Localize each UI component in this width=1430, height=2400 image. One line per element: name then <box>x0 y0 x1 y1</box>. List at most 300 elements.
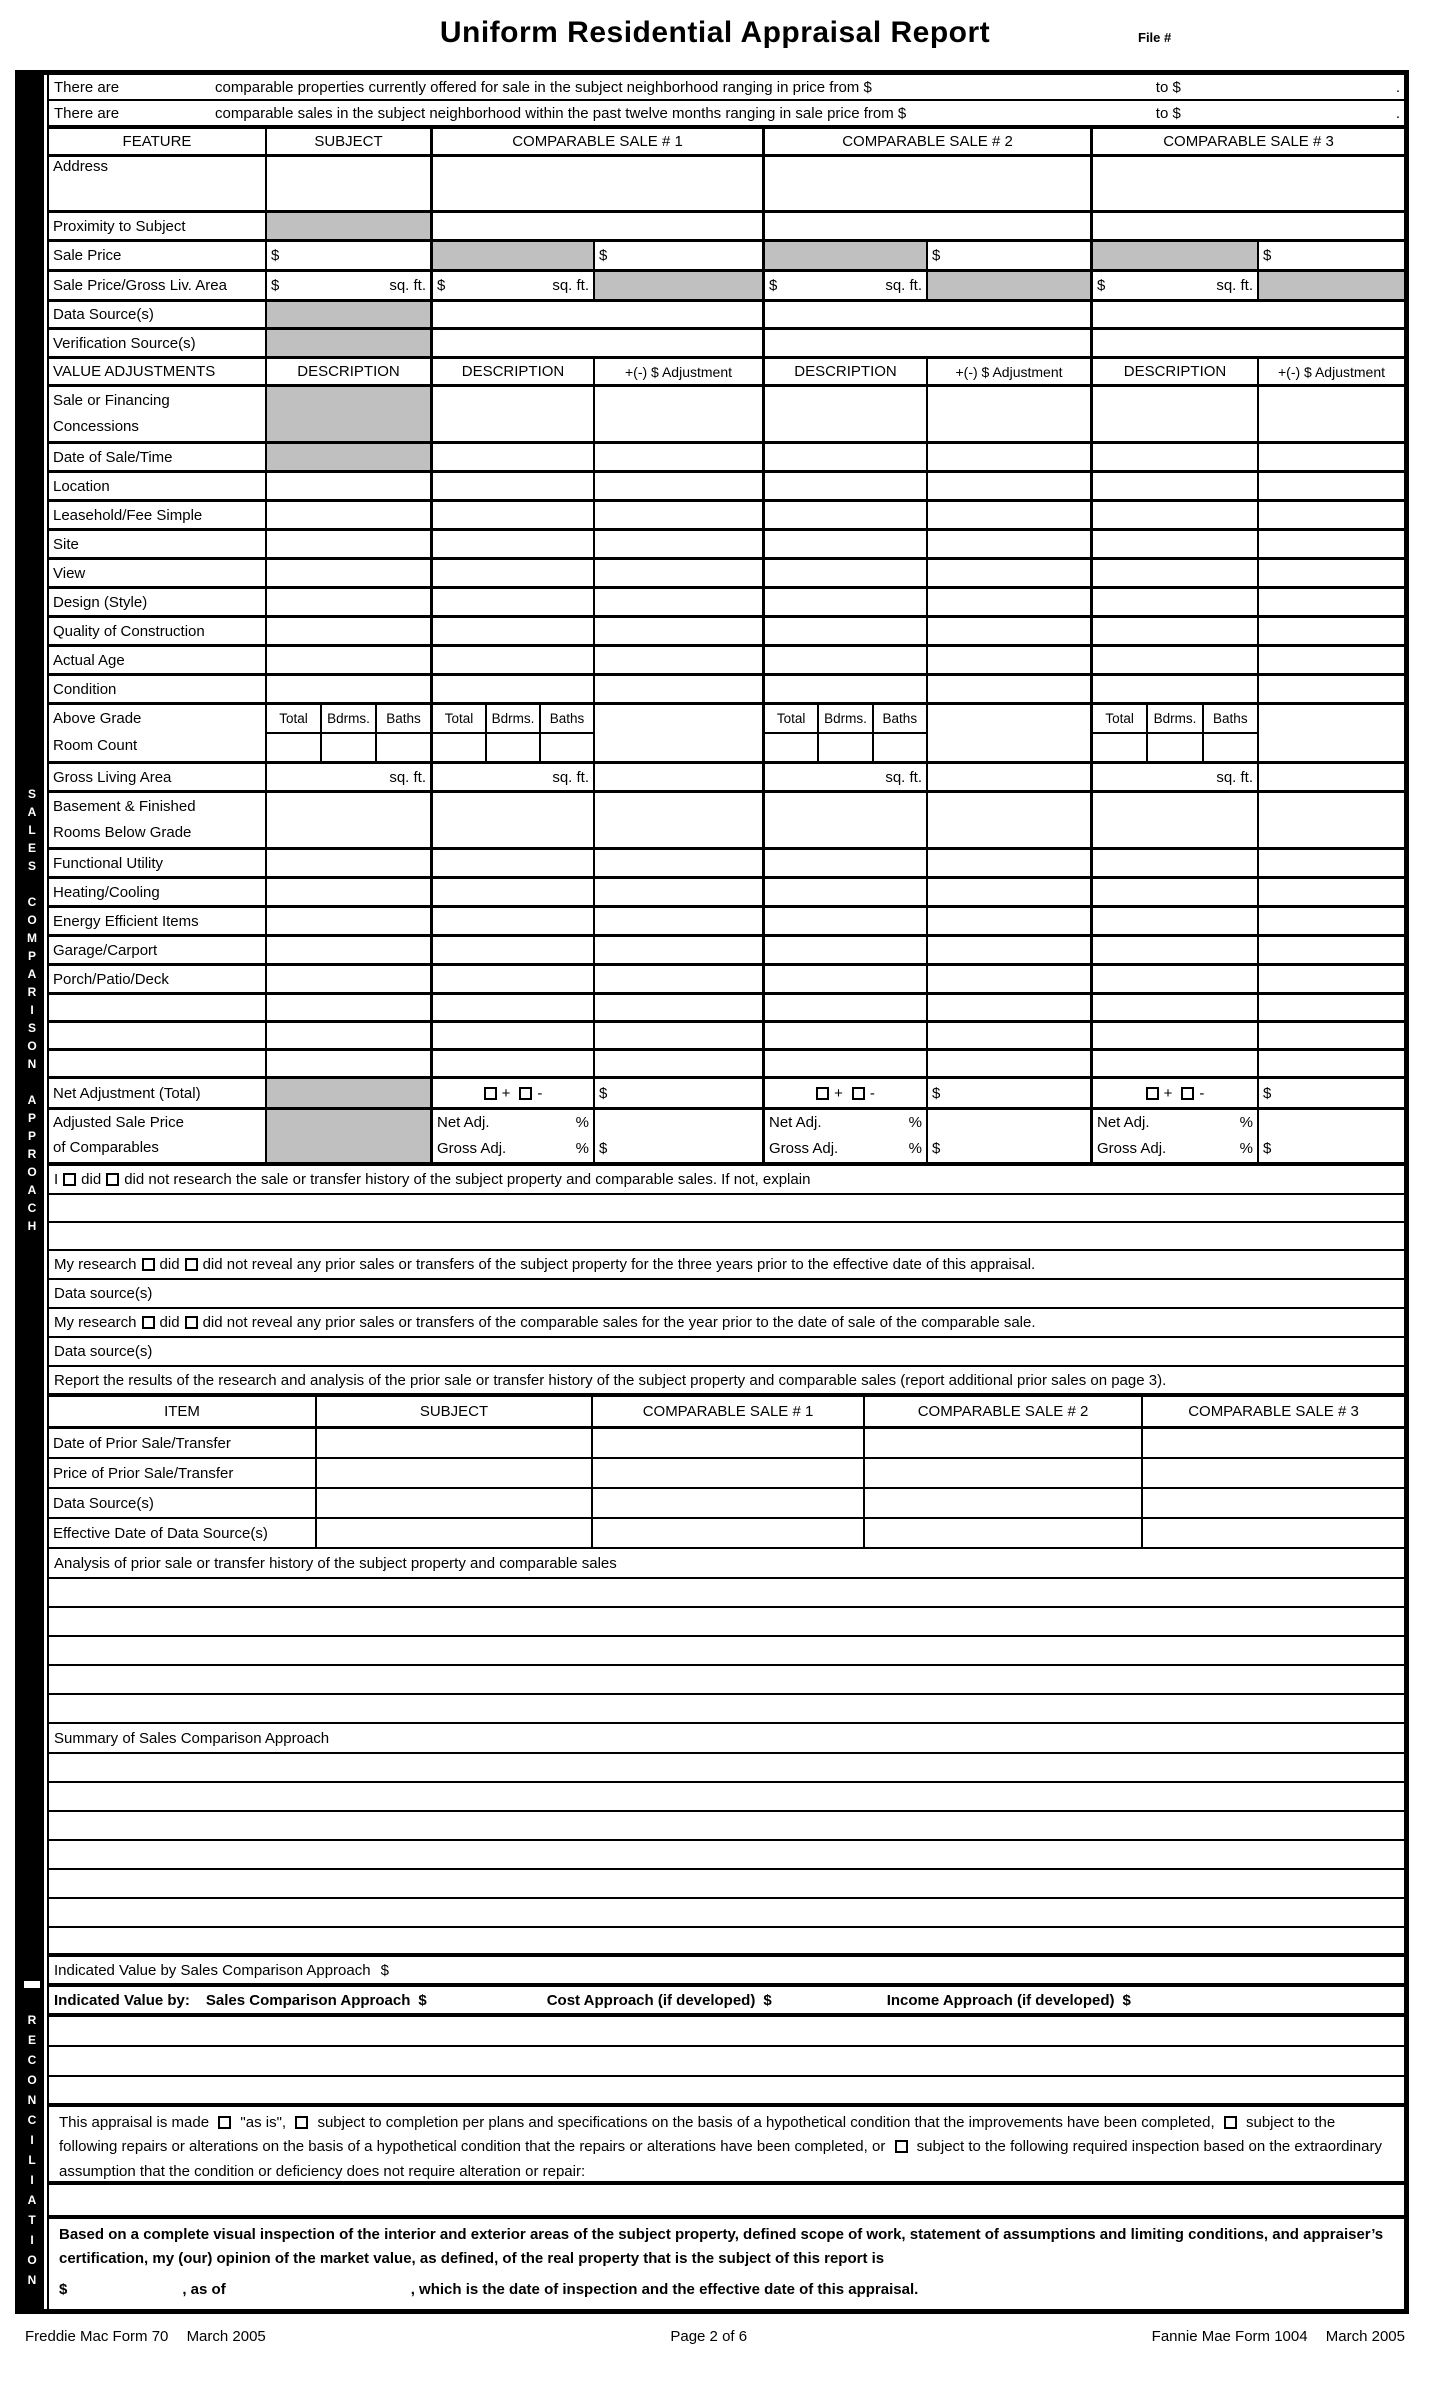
subject-to-completion-checkbox[interactable] <box>295 2116 308 2129</box>
file-number-label: File # <box>1138 30 1172 45</box>
comp1-room-count-adj-cell[interactable] <box>593 705 762 761</box>
subject-to-repairs-checkbox[interactable] <box>1224 2116 1237 2129</box>
summary-input-line[interactable] <box>49 1928 1404 1953</box>
comp3-extra-adj-cell[interactable] <box>1257 1023 1404 1048</box>
comp1-basement-desc-cell[interactable] <box>430 793 593 847</box>
comp3-design-desc-cell[interactable] <box>1090 589 1257 615</box>
appraisal-made-text: This appraisal is made <box>59 2114 210 2131</box>
comp2-prior-price-cell[interactable] <box>863 1459 1141 1487</box>
data-sources-label: Data Source(s) <box>53 306 154 323</box>
comp3-actual-age-adj-cell[interactable] <box>1257 647 1404 673</box>
comp1-extra-desc-cell[interactable] <box>430 1051 593 1076</box>
comp2-date-of-sale-adj-cell[interactable] <box>926 444 1090 470</box>
comp1-sale-price-cell[interactable] <box>593 242 762 269</box>
dollar-sign: $ <box>271 247 280 264</box>
explain-input-line[interactable] <box>49 1195 1404 1221</box>
plus-label: + <box>1163 1084 1173 1102</box>
comp2-extra-adj-cell[interactable] <box>926 995 1090 1020</box>
bdrms-header: Bdrms. <box>320 705 375 732</box>
comp2-leasehold-desc-cell[interactable] <box>762 502 926 528</box>
summary-input-line[interactable] <box>49 1899 1404 1926</box>
comp3-porch-adj-cell[interactable] <box>1257 966 1404 992</box>
comp2-extra-desc-cell[interactable] <box>762 1023 926 1048</box>
subject-extra-cell[interactable] <box>265 1023 430 1048</box>
comp3-site-adj-cell[interactable] <box>1257 531 1404 557</box>
comp3-net-adjustment-amount-cell[interactable] <box>1257 1079 1404 1107</box>
comp2-location-desc-cell[interactable] <box>762 473 926 499</box>
comp2-leasehold-adj-cell[interactable] <box>926 502 1090 528</box>
reconciliation-input-line[interactable] <box>49 2047 1404 2075</box>
energy-efficient-row <box>49 908 1404 937</box>
summary-input-line[interactable] <box>49 1841 1404 1868</box>
comp3-functional-desc-cell[interactable] <box>1090 850 1257 876</box>
comparable-sale-1-header: COMPARABLE SALE # 1 <box>430 129 762 154</box>
comp2-room-count-adj-cell[interactable] <box>926 705 1090 761</box>
comp2-energy-adj-cell[interactable] <box>926 908 1090 934</box>
comp1-data-sources-cell[interactable] <box>430 302 762 327</box>
comp2-heating-adj-cell[interactable] <box>926 879 1090 905</box>
subject-view-cell[interactable] <box>265 560 430 586</box>
extra-feature-row <box>49 995 1404 1023</box>
comp1-quality-desc-cell[interactable] <box>430 618 593 644</box>
data-sources-label: Data source(s) <box>54 1285 153 1302</box>
comp2-garage-desc-cell[interactable] <box>762 937 926 963</box>
comp2-gla-adj-cell[interactable] <box>926 764 1090 790</box>
comp3-design-adj-cell[interactable] <box>1257 589 1404 615</box>
comp2-actual-age-desc-cell[interactable] <box>762 647 926 673</box>
comp2-actual-age-adj-cell[interactable] <box>926 647 1090 673</box>
extra-feature-label-cell[interactable] <box>49 1023 265 1048</box>
comp3-energy-desc-cell[interactable] <box>1090 908 1257 934</box>
did-not-checkbox[interactable] <box>185 1258 198 1271</box>
report-results-text: Report the results of the research and analysis of the prior sale or transfer history of the subject property and comparable sales (report additional prior sales on page 3). <box>54 1371 1167 1389</box>
certification-paragraph <box>49 2219 1404 2309</box>
subject-prior-price-cell[interactable] <box>315 1459 591 1487</box>
comp3-baths-input[interactable] <box>1202 734 1257 761</box>
comp1-address-cell[interactable] <box>430 157 762 210</box>
comp3-sp-gla-cell[interactable] <box>1090 272 1257 299</box>
comp2-sale-price-cell[interactable] <box>926 242 1090 269</box>
comp2-condition-desc-cell[interactable] <box>762 676 926 702</box>
functional-utility-label: Functional Utility <box>53 854 164 872</box>
comp2-quality-adj-cell[interactable] <box>926 618 1090 644</box>
comp2-extra-adj-cell[interactable] <box>926 1023 1090 1048</box>
comp1-extra-desc-cell[interactable] <box>430 1023 593 1048</box>
comp1-leasehold-desc-cell[interactable] <box>430 502 593 528</box>
comp1-garage-desc-cell[interactable] <box>430 937 593 963</box>
comp3-heating-adj-cell[interactable] <box>1257 879 1404 905</box>
comp2-extra-desc-cell[interactable] <box>762 995 926 1020</box>
subject-prior-sales-text: did not reveal any prior sales or transfers of the subject property for the three years prior to the effective date of this appraisal. <box>202 1256 1036 1273</box>
comp3-location-desc-cell[interactable] <box>1090 473 1257 499</box>
item-comp1-header: COMPARABLE SALE # 1 <box>591 1397 863 1426</box>
subject-location-cell[interactable] <box>265 473 430 499</box>
comp2-porch-desc-cell[interactable] <box>762 966 926 992</box>
appraisal-condition-paragraph <box>49 2107 1404 2181</box>
comp1-concessions-desc-cell[interactable] <box>430 387 593 441</box>
extra-feature-label-cell[interactable] <box>49 995 265 1020</box>
comp1-location-desc-cell[interactable] <box>430 473 593 499</box>
subject-heating-cell[interactable] <box>265 879 430 905</box>
comp3-basement-desc-cell[interactable] <box>1090 793 1257 847</box>
subject-extra-cell[interactable] <box>265 1051 430 1076</box>
comp1-extra-adj-cell[interactable] <box>593 1051 762 1076</box>
concessions-label-line2: Concessions <box>53 417 139 435</box>
item-table-header-row <box>49 1397 1404 1429</box>
comp2-sp-gla-cell[interactable] <box>762 272 926 299</box>
comp1-gla-cell[interactable] <box>430 764 593 790</box>
minus-label: - <box>537 1084 543 1102</box>
urar-form <box>15 70 1409 2314</box>
subject-garage-cell[interactable] <box>265 937 430 963</box>
comp1-bdrms-input[interactable] <box>485 734 539 761</box>
comp2-condition-adj-cell[interactable] <box>926 676 1090 702</box>
did-checkbox[interactable] <box>142 1258 155 1271</box>
comp3-concessions-desc-cell[interactable] <box>1090 387 1257 441</box>
did-checkbox[interactable] <box>63 1173 76 1186</box>
as-is-checkbox[interactable] <box>218 2116 231 2129</box>
comp3-extra-adj-cell[interactable] <box>1257 995 1404 1020</box>
comp2-view-adj-cell[interactable] <box>926 560 1090 586</box>
subject-design-cell[interactable] <box>265 589 430 615</box>
comp3-functional-adj-cell[interactable] <box>1257 850 1404 876</box>
comp3-gla-adj-cell[interactable] <box>1257 764 1404 790</box>
summary-input-line[interactable] <box>49 1812 1404 1839</box>
comp1-total-input[interactable] <box>433 734 485 761</box>
effective-date-input[interactable] <box>226 2278 411 2302</box>
comp2-garage-adj-cell[interactable] <box>926 937 1090 963</box>
explain-input-line[interactable] <box>49 1223 1404 1249</box>
quality-row <box>49 618 1404 647</box>
comp1-design-desc-cell[interactable] <box>430 589 593 615</box>
comp3-bdrms-input[interactable] <box>1146 734 1201 761</box>
analysis-input-line[interactable] <box>49 1637 1404 1664</box>
analysis-line <box>49 1549 1404 1577</box>
subject-porch-cell[interactable] <box>265 966 430 992</box>
subject-effective-date-cell[interactable] <box>315 1519 591 1547</box>
adjusted-sale-price-row <box>49 1110 1404 1166</box>
comp1-extra-adj-cell[interactable] <box>593 1023 762 1048</box>
comp2-site-adj-cell[interactable] <box>926 531 1090 557</box>
report-results-line <box>49 1367 1404 1393</box>
did-not-checkbox[interactable] <box>185 1316 198 1329</box>
minus-checkbox[interactable] <box>852 1087 865 1100</box>
subject-sp-gla-cell[interactable] <box>265 272 430 299</box>
subject-energy-cell[interactable] <box>265 908 430 934</box>
subject-prior-sales-row <box>49 1251 1404 1280</box>
extra-feature-label-cell[interactable] <box>49 1051 265 1076</box>
comp1-site-adj-cell[interactable] <box>593 531 762 557</box>
comp2-basement-adj-cell[interactable] <box>926 793 1090 847</box>
comp2-extra-adj-cell[interactable] <box>926 1051 1090 1076</box>
comp2-porch-adj-cell[interactable] <box>926 966 1090 992</box>
concessions-label-line1: Sale or Financing <box>53 391 170 409</box>
comp1-adjusted-amount-cell[interactable] <box>593 1110 762 1162</box>
indicated-value-by-label: Indicated Value by: <box>54 1991 190 2009</box>
summary-blank-row <box>49 1783 1404 1812</box>
subject-condition-cell[interactable] <box>265 676 430 702</box>
comp2-functional-desc-cell[interactable] <box>762 850 926 876</box>
plus-checkbox[interactable] <box>816 1087 829 1100</box>
item-subject-header: SUBJECT <box>315 1397 591 1426</box>
comp2-verification-cell[interactable] <box>762 330 1090 356</box>
summary-blank-row <box>49 1870 1404 1899</box>
comp1-actual-age-desc-cell[interactable] <box>430 647 593 673</box>
comp2-address-cell[interactable] <box>762 157 1090 210</box>
comp3-room-count-adj-cell[interactable] <box>1257 705 1404 761</box>
comp1-energy-adj-cell[interactable] <box>593 908 762 934</box>
summary-input-line[interactable] <box>49 1870 1404 1897</box>
comp1-effective-date-cell[interactable] <box>591 1519 863 1547</box>
plus-checkbox[interactable] <box>1146 1087 1159 1100</box>
research-history-line <box>49 1166 1404 1193</box>
comp2-description-header: DESCRIPTION <box>762 359 926 384</box>
comp3-extra-desc-cell[interactable] <box>1090 1023 1257 1048</box>
comp3-extra-desc-cell[interactable] <box>1090 995 1257 1020</box>
comp2-proximity-cell[interactable] <box>762 213 1090 239</box>
comp2-location-adj-cell[interactable] <box>926 473 1090 499</box>
dollar-sign: $ <box>1263 1084 1272 1102</box>
comp2-quality-desc-cell[interactable] <box>762 618 926 644</box>
subject-concessions-cell <box>265 387 430 441</box>
comp2-basement-desc-cell[interactable] <box>762 793 926 847</box>
comp1-design-adj-cell[interactable] <box>593 589 762 615</box>
sqft-label: sq. ft. <box>1216 768 1253 786</box>
comp2-concessions-adj-cell[interactable] <box>926 387 1090 441</box>
comp3-prior-date-cell[interactable] <box>1141 1429 1404 1457</box>
comp1-location-adj-cell[interactable] <box>593 473 762 499</box>
comp1-prior-source-cell[interactable] <box>591 1489 863 1517</box>
percent-label: % <box>575 1114 589 1131</box>
comp3-gla-cell[interactable] <box>1090 764 1257 790</box>
minus-checkbox[interactable] <box>1181 1087 1194 1100</box>
summary-input-line[interactable] <box>49 1783 1404 1810</box>
analysis-input-line[interactable] <box>49 1608 1404 1635</box>
summary-label-row <box>49 1724 1404 1754</box>
comp3-location-adj-cell[interactable] <box>1257 473 1404 499</box>
comp1-prior-price-cell[interactable] <box>591 1459 863 1487</box>
subject-actual-age-cell[interactable] <box>265 647 430 673</box>
comp1-functional-desc-cell[interactable] <box>430 850 593 876</box>
comp2-energy-desc-cell[interactable] <box>762 908 926 934</box>
comp1-extra-adj-cell[interactable] <box>593 995 762 1020</box>
comp2-total-input[interactable] <box>765 734 817 761</box>
reconciliation-blank-row <box>49 2077 1404 2107</box>
summary-blank-row <box>49 1899 1404 1928</box>
comp1-prior-date-cell[interactable] <box>591 1429 863 1457</box>
comp2-adjusted-amount-cell[interactable] <box>926 1110 1090 1162</box>
reconciliation-input-line[interactable] <box>49 2077 1404 2103</box>
comp2-effective-date-cell[interactable] <box>863 1519 1141 1547</box>
comp3-leasehold-adj-cell[interactable] <box>1257 502 1404 528</box>
comp2-prior-date-cell[interactable] <box>863 1429 1141 1457</box>
comp3-prior-price-cell[interactable] <box>1141 1459 1404 1487</box>
subject-quality-cell[interactable] <box>265 618 430 644</box>
value-adjustments-header-row <box>49 359 1404 387</box>
subject-functional-cell[interactable] <box>265 850 430 876</box>
item-comp3-header: COMPARABLE SALE # 3 <box>1141 1397 1404 1426</box>
comp3-heating-desc-cell[interactable] <box>1090 879 1257 905</box>
data-sources-line-row <box>49 1338 1404 1367</box>
comp3-data-sources-cell[interactable] <box>1090 302 1404 327</box>
comp3-condition-desc-cell[interactable] <box>1090 676 1257 702</box>
condition-detail-input[interactable] <box>49 2185 1404 2215</box>
comp2-baths-input[interactable] <box>872 734 926 761</box>
comp3-address-cell[interactable] <box>1090 157 1404 210</box>
subject-total-input[interactable] <box>267 734 320 761</box>
subject-baths-input[interactable] <box>375 734 430 761</box>
reconciliation-input-line[interactable] <box>49 2017 1404 2045</box>
did-label: did <box>159 1256 180 1273</box>
comp3-quality-adj-cell[interactable] <box>1257 618 1404 644</box>
subject-prior-source-cell[interactable] <box>315 1489 591 1517</box>
comp1-net-adjustment-amount-cell[interactable] <box>593 1079 762 1107</box>
subject-extra-cell[interactable] <box>265 995 430 1020</box>
comp2-heating-desc-cell[interactable] <box>762 879 926 905</box>
comp1-quality-adj-cell[interactable] <box>593 618 762 644</box>
comp2-net-adjustment-amount-cell[interactable] <box>926 1079 1090 1107</box>
comp3-porch-desc-cell[interactable] <box>1090 966 1257 992</box>
comp3-leasehold-desc-cell[interactable] <box>1090 502 1257 528</box>
plus-checkbox[interactable] <box>484 1087 497 1100</box>
comp1-heating-desc-cell[interactable] <box>430 879 593 905</box>
form-content <box>47 75 1404 2309</box>
comp1-verification-cell[interactable] <box>430 330 762 356</box>
data-sources-line-row <box>49 1280 1404 1309</box>
comp3-verification-cell[interactable] <box>1090 330 1404 356</box>
subject-leasehold-cell[interactable] <box>265 502 430 528</box>
comp1-condition-desc-cell[interactable] <box>430 676 593 702</box>
comp2-bdrms-input[interactable] <box>817 734 871 761</box>
comp1-date-of-sale-adj-cell[interactable] <box>593 444 762 470</box>
comp3-site-desc-cell[interactable] <box>1090 531 1257 557</box>
minus-checkbox[interactable] <box>519 1087 532 1100</box>
subject-prior-date-cell[interactable] <box>315 1429 591 1457</box>
summary-input-line[interactable] <box>49 1754 1404 1781</box>
comp3-prior-source-cell[interactable] <box>1141 1489 1404 1517</box>
dollar-sign: $ <box>932 1140 941 1158</box>
comp1-garage-adj-cell[interactable] <box>593 937 762 963</box>
offered-for-sale-line <box>49 75 1404 99</box>
comp3-sale-price-cell[interactable] <box>1257 242 1404 269</box>
comp3-proximity-cell[interactable] <box>1090 213 1404 239</box>
dollar-sign: $ <box>932 247 941 264</box>
prior-data-source-row <box>49 1489 1404 1519</box>
dollar-sign: $ <box>1263 247 1272 264</box>
comp1-actual-age-adj-cell[interactable] <box>593 647 762 673</box>
comp1-date-of-sale-desc-cell[interactable] <box>430 444 593 470</box>
comp2-date-of-sale-desc-cell[interactable] <box>762 444 926 470</box>
subject-bdrms-input[interactable] <box>320 734 375 761</box>
comp1-baths-input[interactable] <box>539 734 593 761</box>
comp1-concessions-adj-cell[interactable] <box>593 387 762 441</box>
comp3-extra-desc-cell[interactable] <box>1090 1051 1257 1076</box>
comp1-porch-adj-cell[interactable] <box>593 966 762 992</box>
comp2-gla-cell[interactable] <box>762 764 926 790</box>
dollar-sign: $ <box>437 277 446 294</box>
comp1-extra-desc-cell[interactable] <box>430 995 593 1020</box>
comp3-actual-age-desc-cell[interactable] <box>1090 647 1257 673</box>
comp3-extra-adj-cell[interactable] <box>1257 1051 1404 1076</box>
did-checkbox[interactable] <box>142 1316 155 1329</box>
comp1-sp-gla-cell[interactable] <box>430 272 593 299</box>
analysis-blank-row <box>49 1579 1404 1608</box>
subject-gla-cell[interactable] <box>265 764 430 790</box>
comp1-view-adj-cell[interactable] <box>593 560 762 586</box>
comp2-design-adj-cell[interactable] <box>926 589 1090 615</box>
comp3-date-of-sale-desc-cell[interactable] <box>1090 444 1257 470</box>
view-row <box>49 560 1404 589</box>
comp2-site-desc-cell[interactable] <box>762 531 926 557</box>
subject-basement-cell[interactable] <box>265 793 430 847</box>
comp3-energy-adj-cell[interactable] <box>1257 908 1404 934</box>
explain-blank-row <box>49 1223 1404 1251</box>
comp1-energy-desc-cell[interactable] <box>430 908 593 934</box>
analysis-input-line[interactable] <box>49 1695 1404 1722</box>
feature-header: FEATURE <box>122 133 192 150</box>
comp3-date-of-sale-adj-cell[interactable] <box>1257 444 1404 470</box>
analysis-input-line[interactable] <box>49 1579 1404 1606</box>
comp2-prior-source-cell[interactable] <box>863 1489 1141 1517</box>
comp2-data-sources-cell[interactable] <box>762 302 1090 327</box>
comp1-gla-adj-cell[interactable] <box>593 764 762 790</box>
analysis-input-line[interactable] <box>49 1666 1404 1693</box>
comp2-functional-adj-cell[interactable] <box>926 850 1090 876</box>
subject-address-cell[interactable] <box>265 157 430 210</box>
comp1-proximity-cell[interactable] <box>430 213 762 239</box>
comp2-design-desc-cell[interactable] <box>762 589 926 615</box>
comp2-concessions-desc-cell[interactable] <box>762 387 926 441</box>
comp1-view-desc-cell[interactable] <box>430 560 593 586</box>
comp3-view-adj-cell[interactable] <box>1257 560 1404 586</box>
comp1-leasehold-adj-cell[interactable] <box>593 502 762 528</box>
data-sources-line <box>49 1280 1404 1307</box>
comp1-basement-adj-cell[interactable] <box>593 793 762 847</box>
porch-patio-deck-row <box>49 966 1404 995</box>
comp3-effective-date-cell[interactable] <box>1141 1519 1404 1547</box>
comp3-view-desc-cell[interactable] <box>1090 560 1257 586</box>
subject-to-inspection-checkbox[interactable] <box>895 2140 908 2153</box>
sqft-label: sq. ft. <box>389 277 426 294</box>
bdrms-header: Bdrms. <box>485 705 539 732</box>
comp3-basement-adj-cell[interactable] <box>1257 793 1404 847</box>
comp3-condition-adj-cell[interactable] <box>1257 676 1404 702</box>
comp2-extra-desc-cell[interactable] <box>762 1051 926 1076</box>
comp3-adjusted-amount-cell[interactable] <box>1257 1110 1404 1162</box>
dollar-sign: $ <box>769 277 778 294</box>
comp2-view-desc-cell[interactable] <box>762 560 926 586</box>
comp3-quality-desc-cell[interactable] <box>1090 618 1257 644</box>
market-value-input[interactable] <box>67 2278 182 2302</box>
comp1-functional-adj-cell[interactable] <box>593 850 762 876</box>
comp3-concessions-adj-cell[interactable] <box>1257 387 1404 441</box>
room-count-label-line: Room Count <box>53 737 138 755</box>
comp1-site-desc-cell[interactable] <box>430 531 593 557</box>
comp1-heating-adj-cell[interactable] <box>593 879 762 905</box>
comp2-adjusted-pct-cell <box>762 1110 926 1162</box>
comp2-net-adjustment-sign-cell <box>762 1079 926 1107</box>
did-not-checkbox[interactable] <box>106 1173 119 1186</box>
comp3-garage-adj-cell[interactable] <box>1257 937 1404 963</box>
comp3-garage-desc-cell[interactable] <box>1090 937 1257 963</box>
comp1-condition-adj-cell[interactable] <box>593 676 762 702</box>
comp1-porch-desc-cell[interactable] <box>430 966 593 992</box>
comparable-sales-line <box>49 101 1404 125</box>
subject-sale-price-cell[interactable] <box>265 242 430 269</box>
subject-site-cell[interactable] <box>265 531 430 557</box>
subject-description-header: DESCRIPTION <box>265 359 430 384</box>
comp3-total-input[interactable] <box>1093 734 1146 761</box>
